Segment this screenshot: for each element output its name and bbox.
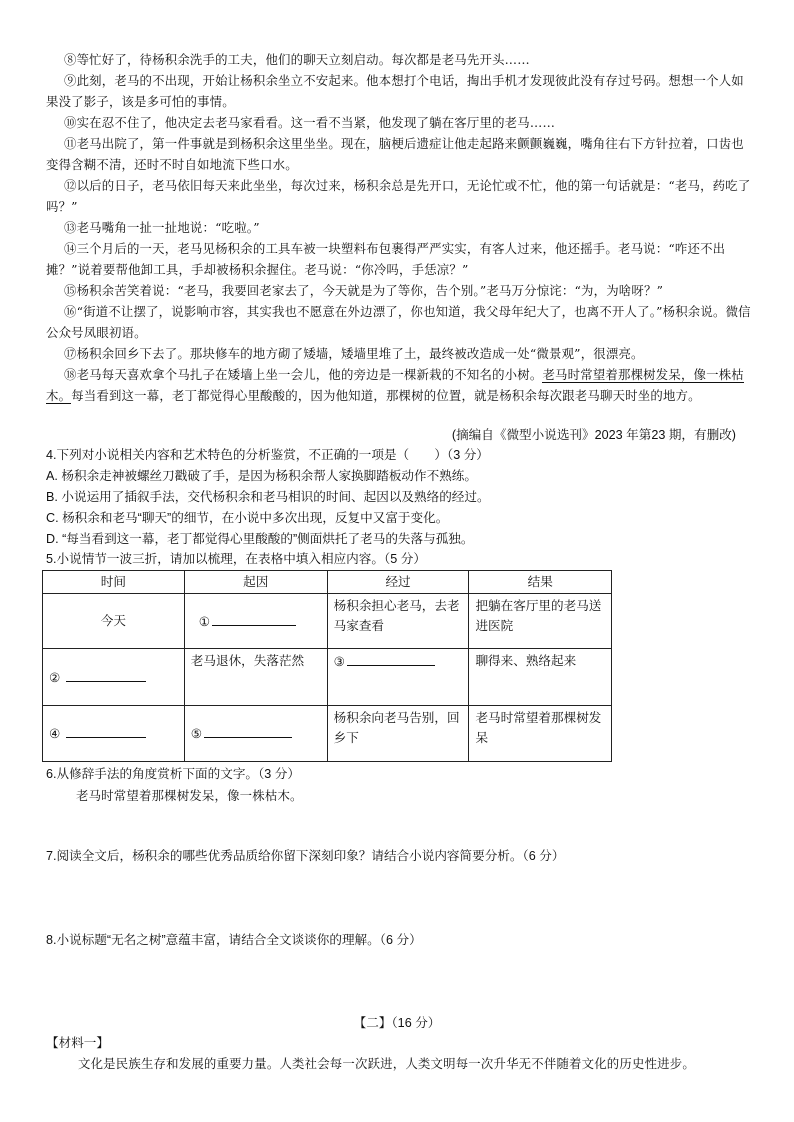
blank-number-2: ② <box>49 670 61 685</box>
question-4-option-c: C. 杨积余和老马“聊天”的细节，在小说中多次出现，反复中又富于变化。 <box>46 511 449 525</box>
story-paragraph-12: ⑫以后的日子，老马依旧每天来此坐坐，每次过来，杨积余总是先开口，无论忙或不忙，他的第一句话就是：“老马，药吃了吗？” <box>46 178 751 214</box>
story-paragraph-10: ⑩实在忍不住了，他决定去老马家看看。这一看不当紧，他发现了躺在客厅里的老马…… <box>64 115 556 130</box>
answer-blank-3[interactable] <box>347 651 435 666</box>
question-5-stem: 5.小说情节一波三折，请加以梳理，在表格中填入相应内容。（5 分） <box>46 552 426 566</box>
paragraph-18-text-a: ⑱老马每天喜欢拿个马扎子在矮墙上坐一会儿，他的旁边是一棵新栽的不知名的小树。 <box>64 367 543 382</box>
cell-cause-2: 老马退休，失落茫然 <box>184 649 327 706</box>
story-paragraph-14: ⑭三个月后的一天，老马见杨积余的工具车被一块塑料布包裹得严严实实，有客人过来，他还摇手。老马说：“咋还不出摊？”说着要帮他卸工具，手却被杨积余握住。老马说：“你冷吗，手恁凉？” <box>46 241 726 277</box>
material-1-label: 【材料一】 <box>46 1036 109 1050</box>
table-row <box>43 649 612 706</box>
header-cause: 起因 <box>184 571 327 594</box>
table-row <box>43 706 612 762</box>
question-4-option-d: D. “每当看到这一幕，老丁都觉得心里酸酸的”侧面烘托了老马的失落与孤独。 <box>46 532 474 546</box>
story-paragraph-11: ⑪老马出院了，第一件事就是到杨积余这里坐坐。现在，脑梗后遗症让他走起路来颤颤巍巍，嘴角往右下方针拉着，口齿也变得含糊不清，还时不时自如地流下些口水。 <box>46 136 744 172</box>
underlined-sentence: 老马时常望着那棵树发呆，像一株枯木。 <box>46 367 744 403</box>
answer-blank-4[interactable] <box>66 723 146 738</box>
question-4-stem: 4.下列对小说相关内容和艺术特色的分析鉴赏，不正确的一项是（ ）（3 分） <box>46 448 489 462</box>
story-paragraph-16: ⑯“街道不让摆了，说影响市容，其实我也不愿意在外边漂了，你也知道，我父母年纪大了，也离不开人了。”杨积余说。微信公众号凤眼初语。 <box>46 304 751 340</box>
blank-number-1: ① <box>198 614 211 629</box>
blank-number-4: ④ <box>49 727 61 741</box>
source-citation: (摘编自《微型小说选刊》2023 年第23 期，有删改) <box>451 428 736 442</box>
question-6-stem: 6.从修辞手法的角度赏析下面的文字。（3 分） <box>46 767 300 781</box>
cell-result-2: 聊得来、熟络起来 <box>469 649 612 706</box>
cell-cause-1[interactable] <box>184 594 327 649</box>
story-paragraph-15: ⑮杨积余苦笑着说：“老马，我要回老家去了，今天就是为了等你，告个别。”老马万分惊诧：“为，为啥呀？” <box>64 283 664 298</box>
story-paragraph-8: ⑧等忙好了，待杨积余洗手的工夫，他们的聊天立刻启动。每次都是老马先开头…… <box>64 52 530 67</box>
question-4-option-b: B. 小说运用了插叙手法，交代杨积余和老马相识的时间、起因以及熟络的经过。 <box>46 490 490 504</box>
blank-number-3: ③ <box>333 655 345 669</box>
cell-result-3: 老马时常望着那棵树发呆 <box>469 706 612 762</box>
cell-time-2[interactable] <box>43 649 185 706</box>
material-1-text: 文化是民族生存和发展的重要力量。人类社会每一次跃进，人类文明每一次升华无不伴随着文化的历史性进步。 <box>78 1056 695 1071</box>
header-result: 结果 <box>469 571 612 594</box>
answer-blank-2[interactable] <box>66 667 146 682</box>
cell-process-1: 杨积余担心老马，去老马家查看 <box>327 594 469 649</box>
question-8-stem: 8.小说标题“无名之树”意蕴丰富，请结合全文谈谈你的理解。（6 分） <box>46 933 422 947</box>
paragraph-18-text-c: 每当看到这一幕，老丁都觉得心里酸酸的，因为他知道，那棵树的位置，就是杨积余每次跟老马聊天时坐的地方。 <box>71 388 701 403</box>
answer-blank-1[interactable] <box>212 611 296 626</box>
story-paragraph-9: ⑨此刻，老马的不出现，开始让杨积余坐立不安起来。他本想打个电话，掏出手机才发现彼此没有存过号码。想想一个人如果没了影子，该是多可怕的事情。 <box>46 73 744 109</box>
question-7-stem: 7.阅读全文后，杨积余的哪些优秀品质给你留下深刻印象？请结合小说内容简要分析。（6 分） <box>46 849 565 863</box>
cell-time-1: 今天 <box>43 594 185 649</box>
story-paragraph-13: ⑬老马嘴角一扯一扯地说：“吃啦。” <box>64 220 260 235</box>
table-header-row <box>43 571 612 594</box>
header-time: 时间 <box>43 571 185 594</box>
cell-cause-3[interactable] <box>184 706 327 762</box>
cell-time-3[interactable] <box>43 706 185 762</box>
header-process: 经过 <box>327 571 469 594</box>
story-paragraph-17: ⑰杨积余回乡下去了。那块修车的地方砌了矮墙，矮墙里堆了土，最终被改造成一处“微景观”，很漂亮。 <box>64 346 644 361</box>
cell-process-3: 杨积余向老马告别，回乡下 <box>327 706 469 762</box>
table-row <box>43 594 612 649</box>
story-paragraph-18 <box>46 364 752 406</box>
answer-blank-5[interactable] <box>204 723 292 738</box>
cell-result-1: 把躺在客厅里的老马送进医院 <box>469 594 612 649</box>
cell-process-2[interactable] <box>327 649 469 706</box>
section-2-title: 【二】（16 分） <box>353 1016 441 1030</box>
plot-table <box>42 570 612 762</box>
question-6-quote: 老马时常望着那棵树发呆，像一株枯木。 <box>76 788 303 803</box>
question-4-option-a: A. 杨积余走神被螺丝刀戳破了手，是因为杨积余帮人家换脚踏板动作不熟练。 <box>46 469 477 483</box>
blank-number-5: ⑤ <box>190 727 203 741</box>
